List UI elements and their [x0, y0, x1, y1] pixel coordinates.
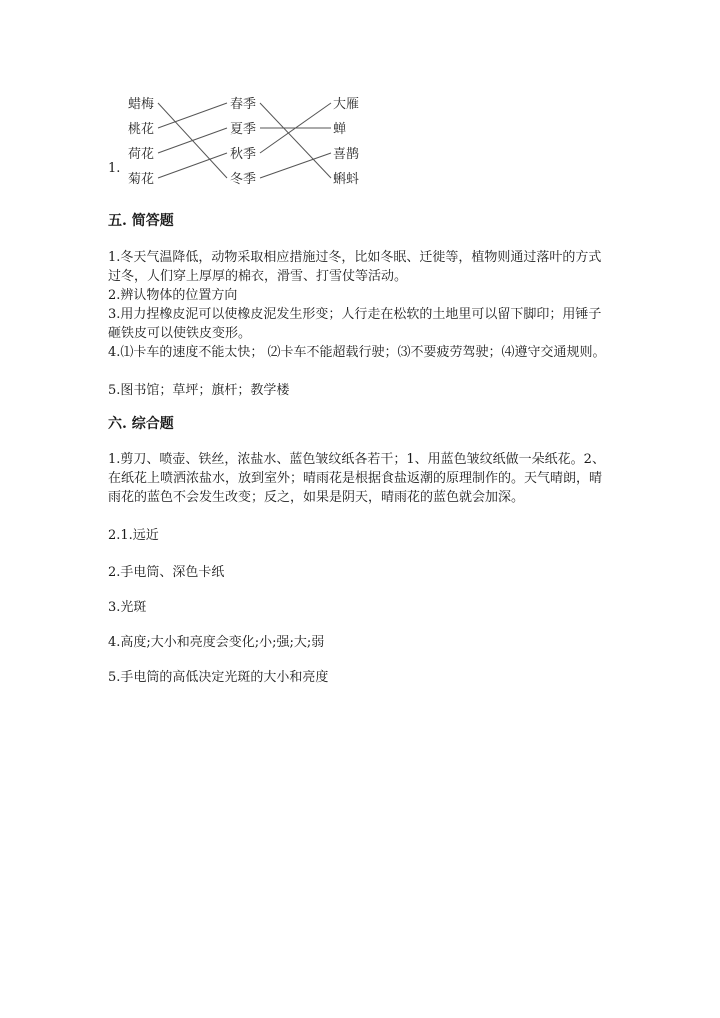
- left-item-2: 桃花: [128, 122, 155, 137]
- middle-item-3: 秋季: [230, 147, 257, 162]
- connector-line: [158, 128, 227, 153]
- middle-item-4: 冬季: [230, 172, 257, 187]
- answer-6-4: 3.光斑: [108, 600, 147, 615]
- section-heading-5: 五. 简答题: [108, 213, 174, 229]
- connector-line: [158, 153, 227, 178]
- answer-5-1: 1.冬天气温降低，动物采取相应措施过冬，比如冬眠、迁徙等，植物则通过落叶的方式过冬，人们穿上厚厚的棉衣，滑雪、打雪仗等活动。: [108, 250, 602, 284]
- left-item-4: 菊花: [128, 172, 155, 187]
- connector-line: [158, 103, 227, 128]
- answer-6-5: 4.高度;大小和亮度会变化;小;强;大;弱: [108, 635, 325, 650]
- answer-5-3: 3.用力捏橡皮泥可以使橡皮泥发生形变；人行走在松软的土地里可以留下脚印；用锤子砸铁皮可以使铁皮变形。: [108, 307, 602, 341]
- answer-6-3: 2.手电筒、深色卡纸: [108, 565, 225, 580]
- answer-5-5: 5.图书馆；草坪；旗杆；教学楼: [108, 383, 290, 398]
- right-item-1: 大雁: [333, 97, 360, 112]
- middle-item-2: 夏季: [230, 122, 257, 137]
- right-item-2: 蝉: [333, 122, 347, 137]
- left-item-3: 荷花: [128, 147, 155, 162]
- answer-6-2: 2.1.远近: [108, 528, 159, 543]
- answer-6-6: 5.手电筒的高低决定光斑的大小和亮度: [108, 670, 329, 685]
- answer-5-4: 4.⑴卡车的速度不能太快； ⑵卡车不能超载行驶；⑶不要疲劳驾驶；⑷遵守交通规则。: [108, 345, 606, 360]
- section-heading-6: 六. 综合题: [108, 416, 174, 432]
- connector-line: [260, 103, 331, 178]
- answer-5-2: 2.辨认物体的位置方向: [108, 288, 238, 303]
- answer-6-1: 1.剪刀、喷壶、铁丝，浓盐水、蓝色皱纹纸各若干；1、用蓝色皱纹纸做一朵纸花。2、在纸花上喷洒浓盐水，放到室外；晴雨花是根据食盐返潮的原理制作的。天气晴朗，晴雨花的蓝色不会发生改变；反之，如果是阴天，晴雨花的蓝色就会加深。: [108, 452, 605, 505]
- left-item-1: 蜡梅: [128, 97, 155, 112]
- middle-item-1: 春季: [230, 97, 257, 112]
- connector-line: [260, 153, 331, 178]
- right-item-3: 喜鹊: [333, 147, 360, 162]
- question-number: 1.: [108, 161, 121, 176]
- right-item-4: 蝌蚪: [333, 172, 360, 187]
